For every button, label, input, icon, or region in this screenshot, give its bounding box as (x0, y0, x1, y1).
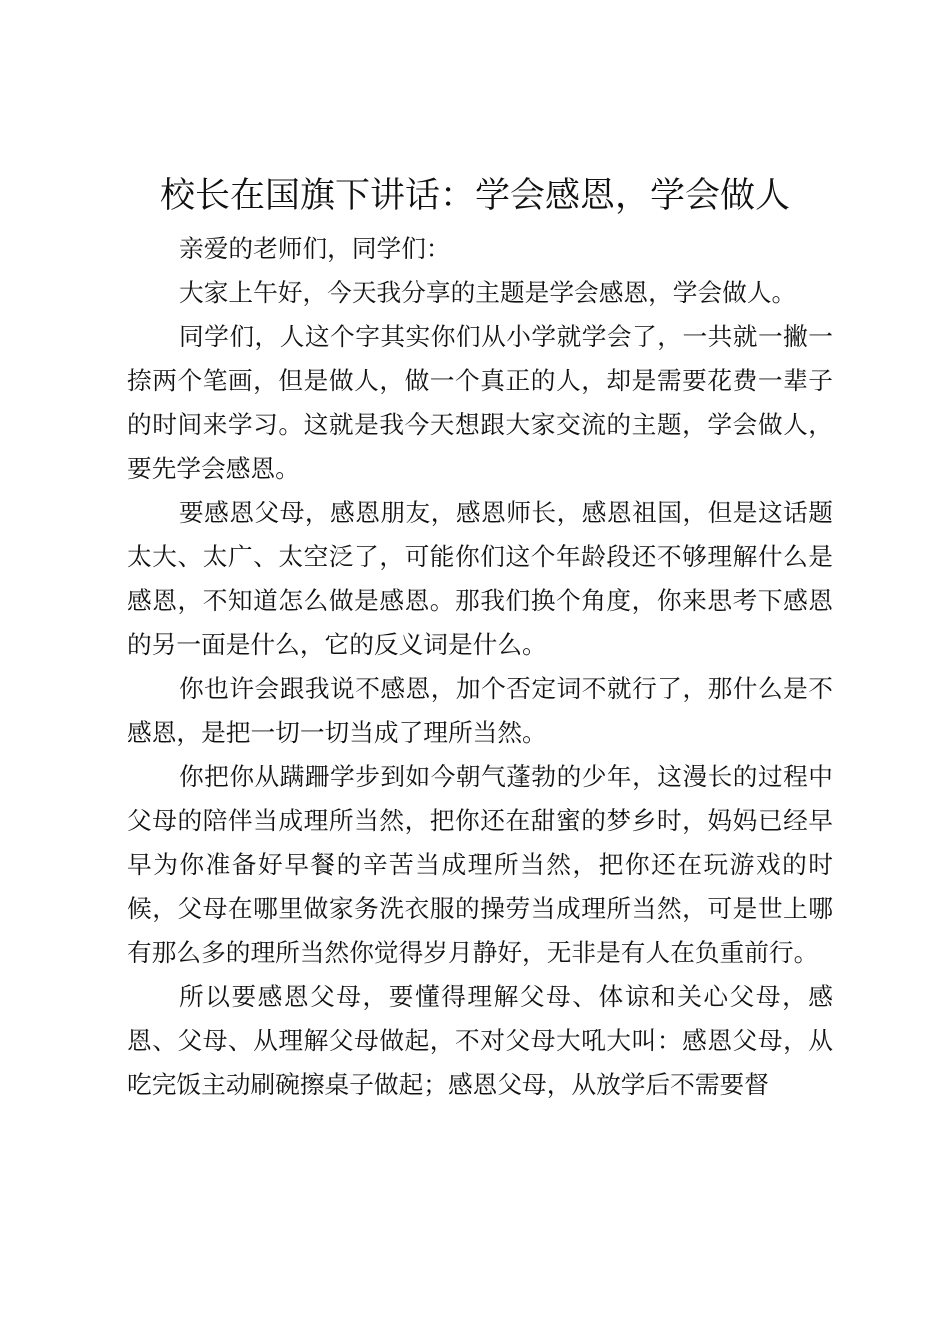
document-title: 校长在国旗下讲话：学会感恩，学会做人 (159, 176, 790, 216)
paragraph: 同学们，人这个字其实你们从小学就学会了，一共就一撇一捺两个笔画，但是做人，做一个真正的人，却是需要花费一辈子的时间来学习。这就是我今天想跟大家交流的主题，学会做人，要先学会感恩。 (127, 322, 833, 483)
paragraph-opening: 大家上午好，今天我分享的主题是学会感恩，学会做人。 (179, 278, 797, 307)
paragraph: 要感恩父母，感恩朋友，感恩师长，感恩祖国，但是这话题太大、太广、太空泛了，可能你们这个年龄段还不够理解什么是感恩，不知道怎么做是感恩。那我们换个角度，你来思考下感恩的另一面是什么，它的反义词是什么。 (127, 498, 833, 659)
paragraph-greeting: 亲爱的老师们，同学们： (179, 234, 451, 263)
paragraph: 所以要感恩父母，要懂得理解父母、体谅和关心父母，感恩、父母、从理解父母做起，不对父母大吼大叫：感恩父母，从吃完饭主动刷碗擦桌子做起；感恩父母，从放学后不需要督 (127, 982, 833, 1099)
paragraph: 你也许会跟我说不感恩，加个否定词不就行了，那什么是不感恩，是把一切一切当成了理所当然。 (127, 674, 833, 747)
paragraph: 你把你从蹒跚学步到如今朝气蓬勃的少年，这漫长的过程中父母的陪伴当成理所当然，把你还在甜蜜的梦乡时，妈妈已经早早为你准备好早餐的辛苦当成理所当然，把你还在玩游戏的时候，父母在哪里做家务洗衣服的操劳当成理所当然，可是世上哪有那么多的理所当然你觉得岁月静好，无非是有人在负重前行。 (127, 762, 833, 967)
document-body (127, 227, 833, 1107)
